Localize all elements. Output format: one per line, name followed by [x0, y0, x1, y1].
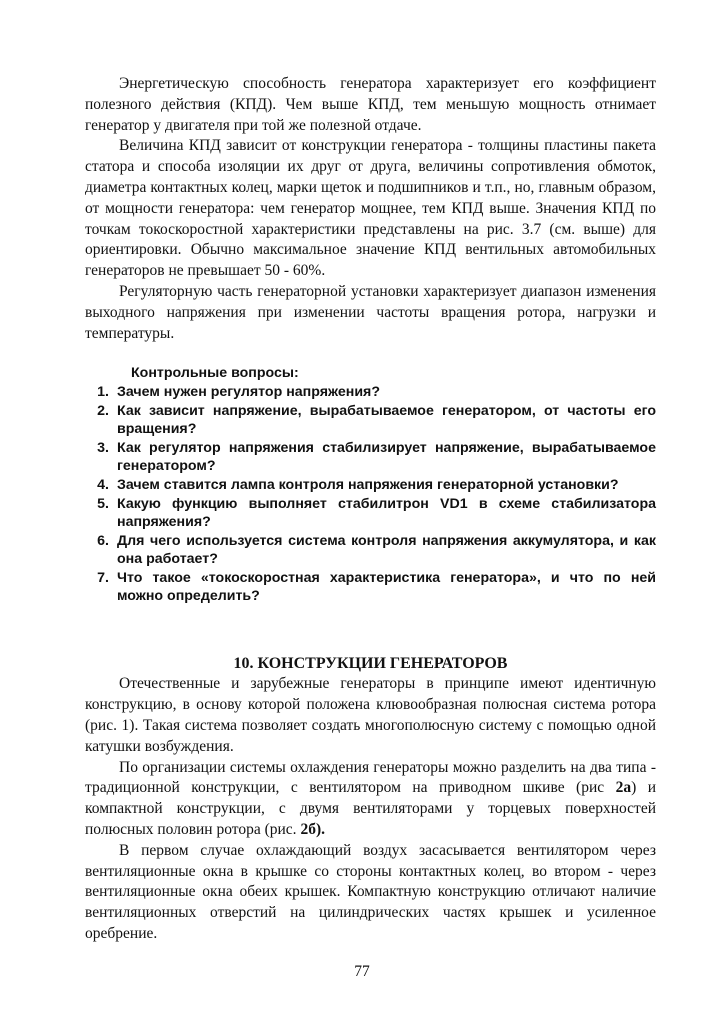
figure-ref-2a: 2а — [615, 779, 632, 797]
question-item — [85, 402, 656, 438]
question-item — [85, 569, 656, 605]
paragraph-efficiency: Энергетическую способность генератора характеризует его коэффициент полезного действия (КПД). Чем выше КПД, тем меньшую мощность отнимает генератор у двигателя при той же полезной отдаче. — [85, 75, 656, 134]
paragraph-regulator: Регуляторную часть генераторной установки характеризует диапазон изменения выходного напряжения при изменении частоты вращения ротора, нагрузки и температуры. — [85, 282, 656, 342]
page-number: 77 — [354, 963, 370, 980]
paragraph-airflow: В первом случае охлаждающий воздух засасывается вентилятором через вентиляционные окна в крышке со стороны контактных колец, во втором - через вентиляционные окна обеих крышек. Компактную конструкцию отличают наличие вентиляционных отверстий на цилиндрических частях крышек и усиленное оребрение. — [85, 841, 656, 942]
question-number: 4. — [97, 477, 109, 494]
question-number: 6. — [97, 533, 109, 550]
page-content — [85, 74, 656, 945]
question-text: Что такое «токоскоростная характеристика генератора», и что по ней можно определить? — [117, 570, 656, 605]
question-item — [85, 476, 656, 494]
questions-list — [85, 383, 656, 605]
paragraph-cooling-types — [85, 758, 656, 841]
cooling-text-part2: ) и компактной конструкции, с двумя вентиляторами у торцевых поверхностей полюсных половин ротора (рис. — [85, 779, 656, 838]
question-text: Какую функцию выполняет стабилитрон VD1 в схеме стабилизатора напряжения? — [117, 496, 656, 531]
question-text: Как зависит напряжение, вырабатываемое генератором, от частоты его вращения? — [117, 403, 656, 438]
section-title: 10. КОНСТРУКЦИИ ГЕНЕРАТОРОВ — [233, 655, 508, 673]
question-text: Зачем ставится лампа контроля напряжения генераторной установки? — [117, 477, 619, 494]
question-item — [85, 439, 656, 475]
question-number: 2. — [97, 403, 109, 420]
questions-title: Контрольные вопросы: — [131, 365, 299, 382]
question-number: 1. — [97, 384, 109, 401]
figure-ref-2b: 2б). — [300, 820, 325, 838]
question-text: Как регулятор напряжения стабилизирует напряжение, вырабатываемое генератором? — [117, 440, 656, 475]
paragraph-efficiency-factors: Величина КПД зависит от конструкции генератора - толщины пластины пакета статора и способа изоляции их друг от друга, величины сопротивления обмоток, диаметра контактных колец, марки щеток и подшипников и т.п., но, главным образом, от мощности генератора: чем генератор мощнее, тем КПД выше. Значения КПД по точкам токоскоростной характеристики представлены на рис. 3.7 (см. выше) для ориентировки. Обычно максимальное значение КПД вентильных автомобильных генераторов не превышает 50 - 60%. — [85, 137, 656, 280]
cooling-text-part1: По организации системы охлаждения генераторы можно разделить на два типа - традиционной конструкции, с вентилятором на приводном шкиве (рис — [85, 758, 656, 797]
question-item — [85, 383, 656, 401]
question-text: Зачем нужен регулятор напряжения? — [117, 384, 380, 401]
question-text: Для чего используется система контроля напряжения аккумулятора, и как она работает? — [117, 533, 656, 568]
control-questions — [85, 364, 656, 605]
question-item — [85, 495, 656, 531]
question-number: 3. — [97, 440, 109, 457]
question-number: 5. — [97, 496, 109, 513]
paragraph-construction: Отечественные и зарубежные генераторы в принципе имеют идентичную конструкцию, в основу которой положена клювообразная полюсная система ротора (рис. 1). Такая система позволяет создать многополюсную систему с помощью одной катушки возбуждения. — [85, 675, 656, 755]
question-number: 7. — [97, 570, 109, 587]
question-item — [85, 532, 656, 568]
